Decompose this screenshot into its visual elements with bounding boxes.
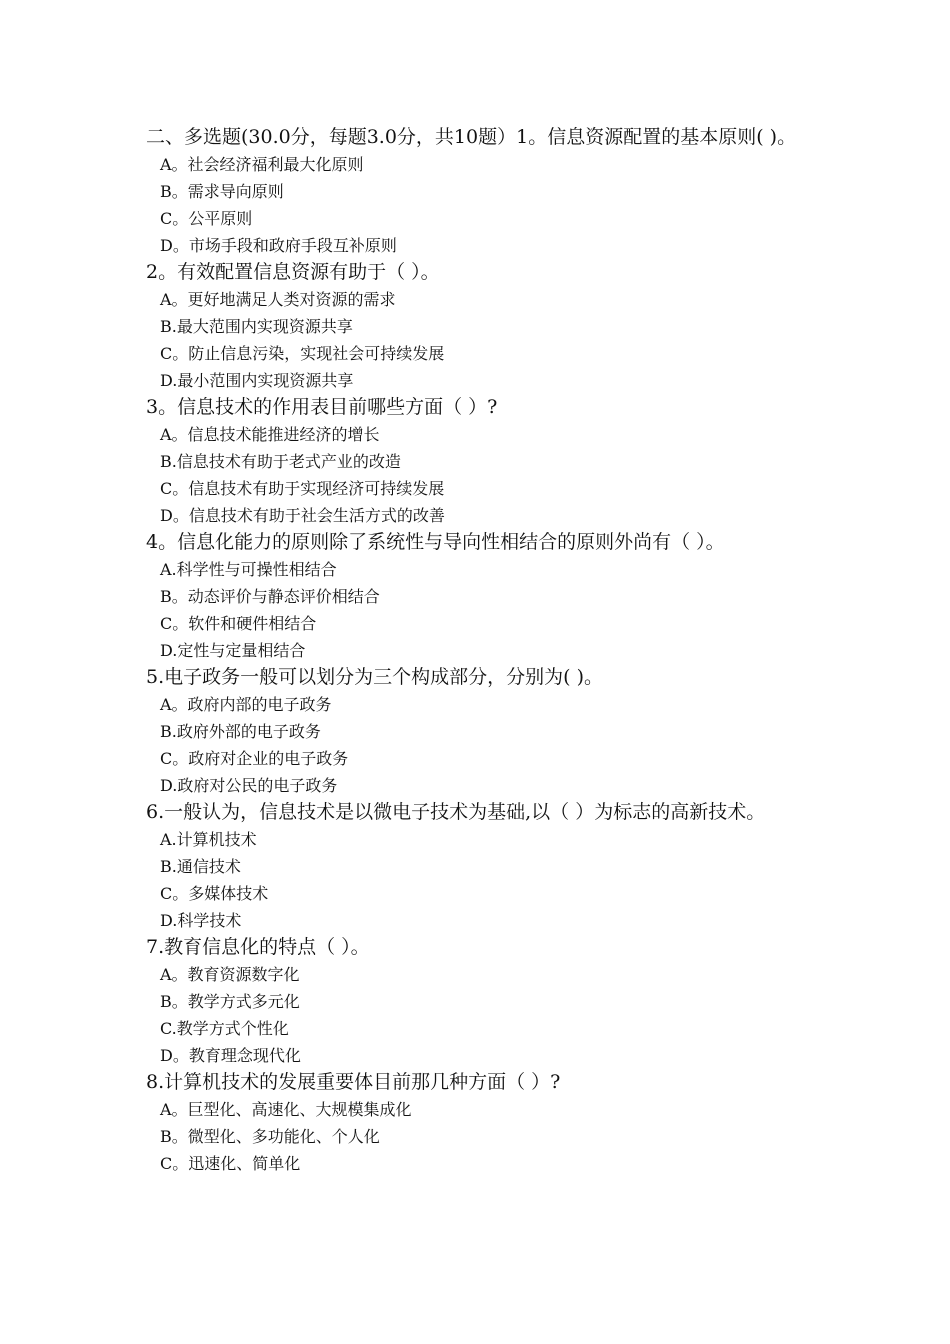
answer-option: C.教学方式个性化 bbox=[160, 1019, 289, 1038]
answer-option: C。政府对企业的电子政务 bbox=[160, 749, 349, 768]
question-block bbox=[146, 934, 826, 1069]
answer-option: A。政府内部的电子政务 bbox=[160, 695, 332, 714]
question-text: 2。有效配置信息资源有助于（ ）。 bbox=[146, 261, 440, 283]
answer-option: D。信息技术有助于社会生活方式的改善 bbox=[160, 506, 445, 525]
answer-option: C。迅速化、简单化 bbox=[160, 1154, 301, 1173]
question-block bbox=[146, 529, 826, 664]
question-text: 5.电子政务一般可以划分为三个构成部分，分别为( )。 bbox=[146, 666, 603, 688]
answer-option: D。教育理念现代化 bbox=[160, 1046, 301, 1065]
question-text: 7.教育信息化的特点（ ）。 bbox=[146, 936, 370, 958]
answer-option: A。信息技术能推进经济的增长 bbox=[160, 425, 380, 444]
question-text: 4。信息化能力的原则除了系统性与导向性相结合的原则外尚有（ ）。 bbox=[146, 531, 725, 553]
answer-option: A。更好地满足人类对资源的需求 bbox=[160, 290, 396, 309]
question-text: 3。信息技术的作用表目前哪些方面（ ）? bbox=[146, 396, 498, 418]
question-block bbox=[146, 259, 826, 394]
answer-option: B。需求导向原则 bbox=[160, 182, 284, 201]
answer-option: C。防止信息污染，实现社会可持续发展 bbox=[160, 344, 445, 363]
answer-option: D。市场手段和政府手段互补原则 bbox=[160, 236, 397, 255]
answer-option: D.科学技术 bbox=[160, 911, 242, 930]
question-block bbox=[146, 1069, 826, 1177]
answer-option: C。公平原则 bbox=[160, 209, 253, 228]
answer-option: C。软件和硬件相结合 bbox=[160, 614, 317, 633]
answer-option: B。教学方式多元化 bbox=[160, 992, 300, 1011]
answer-option: B.政府外部的电子政务 bbox=[160, 722, 321, 741]
section-heading: 二、多选题(30.0分，每题3.0分，共10题）1。信息资源配置的基本原则( )。 bbox=[146, 126, 797, 148]
answer-option: B.通信技术 bbox=[160, 857, 241, 876]
answer-option: C。信息技术有助于实现经济可持续发展 bbox=[160, 479, 445, 498]
question-block bbox=[146, 394, 826, 529]
answer-option: B.信息技术有助于老式产业的改造 bbox=[160, 452, 401, 471]
question-block bbox=[146, 799, 826, 934]
answer-option: A。教育资源数字化 bbox=[160, 965, 300, 984]
document-page bbox=[146, 124, 826, 1177]
answer-option: B.最大范围内实现资源共享 bbox=[160, 317, 353, 336]
answer-option: D.政府对公民的电子政务 bbox=[160, 776, 338, 795]
answer-option: A.科学性与可操性相结合 bbox=[160, 560, 337, 579]
answer-option: B。微型化、多功能化、个人化 bbox=[160, 1127, 380, 1146]
answer-option: D.最小范围内实现资源共享 bbox=[160, 371, 354, 390]
question-text: 8.计算机技术的发展重要体目前那几种方面（ ）? bbox=[146, 1071, 561, 1093]
question-block bbox=[146, 151, 826, 259]
question-block bbox=[146, 664, 826, 799]
answer-option: B。动态评价与静态评价相结合 bbox=[160, 587, 380, 606]
question-list bbox=[146, 151, 826, 1177]
answer-option: A.计算机技术 bbox=[160, 830, 257, 849]
answer-option: C。多媒体技术 bbox=[160, 884, 269, 903]
answer-option: D.定性与定量相结合 bbox=[160, 641, 306, 660]
answer-option: A。社会经济福利最大化原则 bbox=[160, 155, 364, 174]
question-text: 6.一般认为，信息技术是以微电子技术为基础,以（ ）为标志的高新技术。 bbox=[146, 801, 766, 823]
answer-option: A。巨型化、高速化、大规模集成化 bbox=[160, 1100, 412, 1119]
